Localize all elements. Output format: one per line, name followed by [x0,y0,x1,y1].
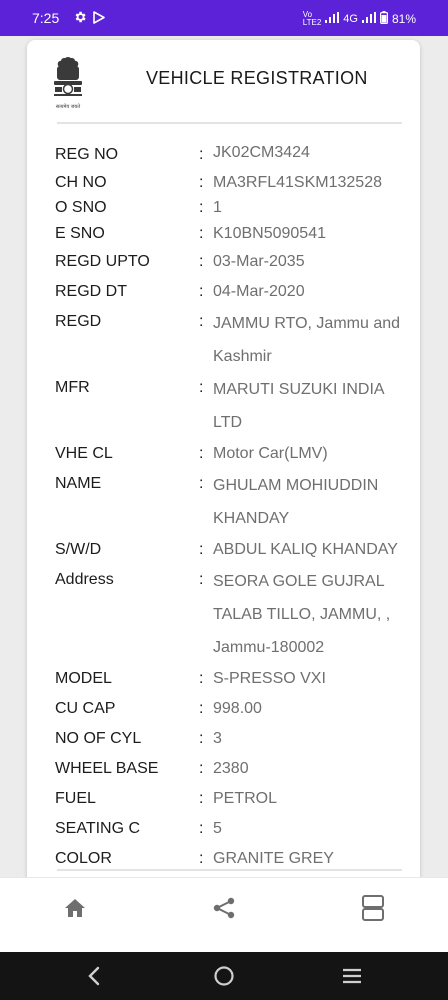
field-value: S-PRESSO VXI [213,670,326,687]
field-value: Motor Car(LMV) [213,445,328,462]
back-icon[interactable] [86,964,102,993]
field-value: GHULAM MOHIUDDIN KHANDAY [213,477,379,527]
field-separator: : [199,670,204,687]
field-label: REGD [55,313,102,330]
gear-icon [73,10,87,29]
field-name [55,469,415,535]
field-value: K10BN5090541 [213,225,326,242]
field-label: REGD DT [55,283,127,300]
share-icon [212,896,236,925]
field-label: SEATING C [55,820,141,837]
list-button[interactable] [358,895,388,925]
field-label: NO OF CYL [55,730,142,747]
field-value: 04-Mar-2020 [213,283,305,300]
field-fuel [55,784,415,814]
field-label: WHEEL BASE [55,760,159,777]
share-button[interactable] [209,895,239,925]
field-value: PETROL [213,790,278,807]
field-reg-no [55,140,415,170]
field-label: COLOR [55,850,112,867]
field-value: 2380 [213,760,249,777]
field-separator: : [199,730,204,747]
field-ch-no [55,170,415,195]
network-type: 4G [343,13,358,25]
signal-icon-1 [325,12,339,26]
field-label: NAME [55,475,102,492]
home-circle-icon[interactable] [213,964,235,993]
play-store-icon [93,11,105,29]
field-regd-dt [55,277,415,307]
list-icon [362,895,384,926]
field-separator: : [199,850,204,867]
field-separator: : [199,174,204,191]
footer-divider [57,869,402,871]
field-no-of-cyl [55,724,415,754]
field-label: S/W/D [55,541,102,558]
details-list [55,140,415,874]
field-value: JK02CM3424 [213,144,310,161]
field-separator: : [199,820,204,837]
field-mfr [55,373,415,439]
field-e-sno [55,221,415,247]
field-label: FUEL [55,790,96,807]
field-wheel-base [55,754,415,784]
field-label: CH NO [55,174,107,191]
field-value: JAMMU RTO, Jammu and Kashmir [213,315,401,365]
status-indicators [303,11,416,27]
field-label: O SNO [55,199,107,216]
field-separator: : [199,541,204,558]
field-value: ABDUL KALIQ KHANDAY [213,541,398,558]
field-separator: : [199,790,204,807]
field-label: E SNO [55,225,105,242]
field-separator: : [199,225,204,242]
home-button[interactable] [60,895,90,925]
signal-icon-2 [362,12,376,26]
volte-icon: Vo LTE2 [302,10,322,27]
field-swd [55,535,415,565]
field-separator: : [199,313,204,330]
field-label: MFR [55,379,90,396]
field-o-sno [55,195,415,221]
field-label: REG NO [55,146,119,163]
field-label: CU CAP [55,700,116,717]
field-value: GRANITE GREY [213,850,334,867]
field-model [55,664,415,694]
field-separator: : [199,146,204,163]
field-cu-cap [55,694,415,724]
field-value: MA3RFL41SKM132528 [213,174,382,191]
field-label: REGD UPTO [55,253,150,270]
battery-percent: 81% [391,12,416,26]
field-label: Address [55,571,114,588]
status-bar [0,0,448,36]
field-separator: : [199,199,204,216]
field-separator: : [199,283,204,300]
field-value: MARUTI SUZUKI INDIA LTD [213,381,384,431]
header-divider [57,122,402,124]
field-address [55,565,415,664]
field-label: VHE CL [55,445,113,462]
field-separator: : [199,253,204,270]
field-seating-c [55,814,415,844]
field-value: 998.00 [213,700,262,717]
home-icon [64,898,86,923]
emblem-caption: सत्यमेव जयते [55,104,81,110]
field-regd-upto [55,247,415,277]
battery-icon [380,11,388,27]
field-value: 1 [213,199,222,216]
page-title: VEHICLE REGISTRATION [146,68,368,88]
field-separator: : [199,475,204,492]
status-time: 7:25 [32,10,60,26]
recents-icon[interactable] [341,964,363,993]
bottom-nav [0,877,448,952]
field-separator: : [199,571,204,588]
field-value: 3 [213,730,222,747]
field-separator: : [199,760,204,777]
registration-card [27,40,420,900]
field-separator: : [199,445,204,462]
field-label: MODEL [55,670,112,687]
field-separator: : [199,700,204,717]
field-value: 03-Mar-2035 [213,253,305,270]
field-value: SEORA GOLE GUJRAL TALAB TILLO, JAMMU, , Jammu-180002 [213,573,391,656]
field-value: 5 [213,820,222,837]
field-separator: : [199,379,204,396]
field-regd [55,307,415,373]
national-emblem-icon [51,54,85,108]
field-vhe-cl [55,439,415,469]
system-nav-bar [0,952,448,1000]
